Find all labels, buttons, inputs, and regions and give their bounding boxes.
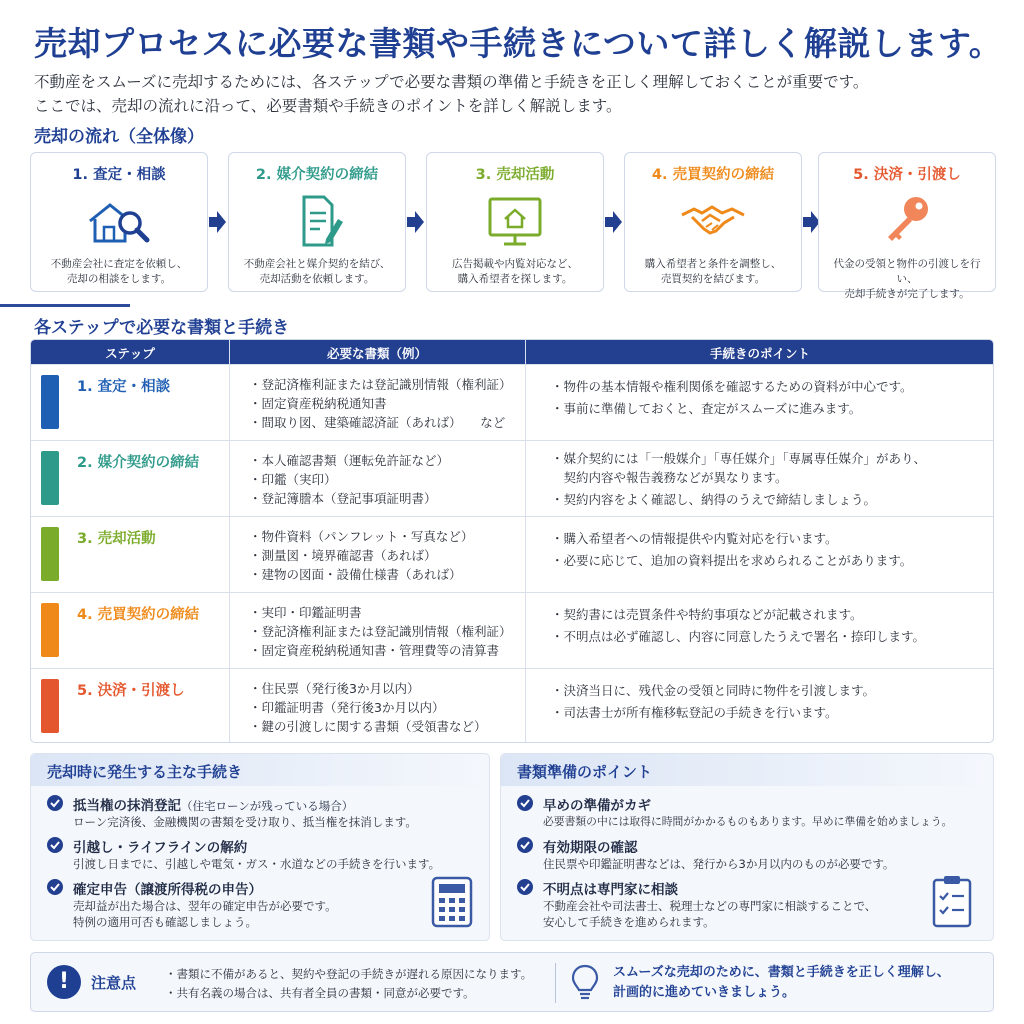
flow-card-desc — [825, 257, 989, 302]
clipboard-checklist-icon — [931, 874, 973, 928]
doc-item: ・登記済権利証または登記識別情報（権利証） — [249, 624, 512, 639]
documents-table — [30, 339, 994, 743]
caution-list — [165, 965, 532, 1003]
desc-line: 売却益が出た場合は、翌年の確定申告が必要です。 — [73, 899, 337, 913]
procedure-desc — [73, 814, 417, 830]
points-list — [551, 681, 875, 725]
exclamation-icon: ! — [47, 965, 81, 999]
step-color-icon — [41, 603, 59, 657]
point-item: ・事前に準備しておくと、査定がスムーズに進みます。 — [551, 401, 862, 416]
desc-line: 売却手続きが完了します。 — [844, 288, 970, 300]
point-item: ・司法書士が所有権移転登記の手続きを行います。 — [551, 705, 838, 720]
points-list — [551, 449, 926, 512]
points-list — [551, 377, 913, 421]
point-item: ・媒介契約には「一般媒介」「専任媒介」「専属専任媒介」があり、 — [551, 451, 927, 466]
calculator-icon — [431, 876, 473, 928]
point-item: ・不明点は必ず確認し、内容に同意したうえで署名・捺印します。 — [551, 629, 926, 644]
prep-desc — [543, 814, 952, 830]
caution-item: ・書類に不備があると、契約や登記の手続きが遅れる原因になります。 — [165, 967, 533, 981]
step-name: 2. 媒介契約の締結 — [77, 455, 200, 471]
doc-item: ・本人確認書類（運転免許証など） — [249, 453, 450, 468]
desc-line: 不動産会社と媒介契約を結び、 — [243, 258, 391, 270]
procedure-note: （住宅ローンが残っている場合） — [181, 799, 354, 813]
check-circle-icon — [517, 837, 533, 853]
table-row — [31, 668, 993, 743]
flow-card-3 — [426, 152, 604, 292]
procedures-box — [30, 753, 490, 941]
point-item: 契約内容や報告義務などが異なります。 — [551, 470, 788, 485]
doc-item: ・実印・印鑑証明書 — [249, 605, 362, 620]
handshake-icon — [678, 193, 748, 249]
flow-card-desc — [433, 257, 597, 287]
points-list — [551, 605, 925, 649]
procedure-title-text: 抵当権の抹消登記 — [73, 798, 181, 814]
desc-line: 必要書類の中には取得に時間がかかるものもあります。早めに準備を始めましょう。 — [543, 815, 953, 828]
prep-heading: 書類準備のポイント — [517, 763, 653, 781]
doc-item: ・間取り図、建築確認済証（あれば） など — [249, 415, 506, 430]
desc-line: 売買契約を結びます。 — [660, 273, 766, 285]
message-line: スムーズな売却のために、書類と手続きを正しく理解し、 — [613, 965, 950, 980]
page-title: 売却プロセスに必要な書類や手続きについて詳しく解説します。 — [34, 24, 1003, 63]
house-search-icon — [84, 193, 154, 249]
lightbulb-icon — [571, 963, 599, 1003]
point-item: ・契約内容をよく確認し、納得のうえで締結しましょう。 — [551, 492, 877, 507]
flow-card-2 — [228, 152, 406, 292]
table-row — [31, 364, 993, 440]
flow-arrow-icon — [603, 210, 623, 234]
docs-list — [249, 679, 487, 736]
desc-line: 購入希望者を探します。 — [457, 273, 573, 285]
doc-item: ・印鑑証明書（発行後3か月以内） — [249, 700, 445, 715]
step-color-icon — [41, 527, 59, 581]
doc-item: ・固定資産税納税通知書 — [249, 396, 387, 411]
doc-item: ・登記済権利証または登記識別情報（権利証） — [249, 377, 512, 392]
desc-line: 代金の受領と物件の引渡しを行い、 — [833, 258, 981, 285]
check-circle-icon — [517, 879, 533, 895]
step-color-icon — [41, 375, 59, 429]
prep-title: 有効期限の確認 — [543, 840, 638, 856]
prep-box — [500, 753, 994, 941]
procedures-heading: 売却時に発生する主な手続き — [47, 763, 243, 781]
table-header — [31, 340, 993, 364]
intro-text — [34, 70, 868, 118]
point-item: ・必要に応じて、追加の資料提出を求められることがあります。 — [551, 553, 913, 568]
doc-item: ・建物の図面・設備仕様書（あれば） — [249, 567, 462, 582]
doc-item: ・鍵の引渡しに関する書類（受領書など） — [249, 719, 487, 734]
doc-item: ・測量図・境界確認書（あれば） — [249, 548, 437, 563]
intro-line: 不動産をスムーズに売却するためには、各ステップで必要な書類の準備と手続きを正しく理解しておくことが重要です。 — [34, 73, 869, 91]
point-item: ・購入希望者への情報提供や内覧対応を行います。 — [551, 531, 838, 546]
desc-line: 広告掲載や内覧対応など、 — [452, 258, 578, 270]
flow-card-title: 2. 媒介契約の締結 — [255, 167, 379, 183]
desc-line: 引渡し日までに、引越しや電気・ガス・水道などの手続きを行います。 — [73, 857, 441, 871]
table-row — [31, 440, 993, 516]
flow-card-title: 4. 売買契約の締結 — [651, 167, 775, 183]
caution-label: 注意点 — [91, 974, 137, 992]
monitor-house-icon — [480, 193, 550, 249]
desc-line: 安心して手続きを進められます。 — [543, 915, 715, 929]
header-points: 手続きのポイント — [709, 346, 810, 361]
section-divider — [0, 304, 130, 307]
flow-card-1 — [30, 152, 208, 292]
caution-bar — [30, 952, 994, 1012]
desc-line: 売却活動を依頼します。 — [259, 273, 375, 285]
check-circle-icon — [517, 795, 533, 811]
header-docs: 必要な書類（例） — [326, 346, 427, 361]
flow-card-title: 1. 査定・相談 — [72, 167, 166, 183]
flow-card-5 — [818, 152, 996, 300]
flow-arrow-icon — [405, 210, 425, 234]
contract-pen-icon — [282, 193, 352, 249]
doc-item: ・物件資料（パンフレット・写真など） — [249, 529, 474, 544]
caution-item: ・共有名義の場合は、共有者全員の書類・同意が必要です。 — [165, 986, 475, 1000]
step-name: 1. 査定・相談 — [77, 379, 171, 395]
procedure-title: 引越し・ライフラインの解約 — [73, 840, 248, 856]
desc-line: 不動産会社に査定を依頼し、 — [50, 258, 188, 270]
prep-title: 早めの準備がカギ — [543, 798, 651, 814]
prep-title: 不明点は専門家に相談 — [543, 882, 678, 898]
step-name: 4. 売買契約の締結 — [77, 607, 200, 623]
table-heading: 各ステップで必要な書類と手続き — [34, 318, 290, 338]
flow-card-title: 3. 売却活動 — [475, 167, 555, 183]
prep-desc — [543, 856, 894, 872]
table-row — [31, 516, 993, 592]
check-circle-icon — [47, 837, 63, 853]
procedure-desc — [73, 856, 440, 872]
step-color-icon — [41, 451, 59, 505]
flow-card-title: 5. 決済・引渡し — [853, 167, 961, 183]
docs-list — [249, 451, 449, 508]
point-item: ・物件の基本情報や権利関係を確認するための資料が中心です。 — [551, 379, 913, 394]
procedure-desc — [73, 898, 337, 930]
message-line: 計画的に進めていきましょう。 — [613, 985, 796, 1000]
point-item: ・決済当日に、残代金の受領と同時に物件を引渡します。 — [551, 683, 876, 698]
key-icon — [872, 193, 942, 249]
docs-list — [249, 527, 473, 584]
doc-item: ・印鑑（実印） — [249, 472, 337, 487]
doc-item: ・固定資産税納税通知書・管理費等の清算書 — [249, 643, 500, 658]
prep-desc — [543, 898, 876, 930]
flow-card-desc — [37, 257, 201, 287]
desc-line: 不動産会社や司法書士、税理士などの専門家に相談することで、 — [543, 899, 877, 913]
flow-card-desc — [235, 257, 399, 287]
point-item: ・契約書には売買条件や特約事項などが記載されます。 — [551, 607, 863, 622]
docs-list — [249, 375, 512, 432]
flow-arrow-icon — [207, 210, 227, 234]
flow-card-desc — [631, 257, 795, 287]
desc-line: 住民票や印鑑証明書などは、発行から3か月以内のものが必要です。 — [543, 857, 895, 871]
flow-card-4 — [624, 152, 802, 292]
check-circle-icon — [47, 879, 63, 895]
desc-line: ローン完済後、金融機関の書類を受け取り、抵当権を抹消します。 — [73, 815, 417, 829]
header-step: ステップ — [105, 346, 155, 361]
table-row — [31, 592, 993, 668]
desc-line: 購入希望者と条件を調整し、 — [644, 258, 782, 270]
desc-line: 特例の適用可否も確認しましょう。 — [73, 915, 257, 929]
desc-line: 売却の相談をします。 — [66, 273, 172, 285]
doc-item: ・住民票（発行後3か月以内） — [249, 681, 420, 696]
step-color-icon — [41, 679, 59, 733]
check-circle-icon — [47, 795, 63, 811]
docs-list — [249, 603, 512, 660]
procedure-title: 確定申告（譲渡所得税の申告） — [73, 882, 262, 898]
doc-item: ・登記簿謄本（登記事項証明書） — [249, 491, 437, 506]
closing-message — [613, 963, 950, 1003]
procedure-title — [73, 794, 353, 814]
note-divider — [555, 963, 556, 1003]
flow-diagram — [30, 152, 996, 300]
flow-heading: 売却の流れ（全体像） — [34, 127, 204, 147]
points-list — [551, 529, 912, 573]
intro-line: ここでは、売却の流れに沿って、必要書類や手続きのポイントを詳しく解説します。 — [34, 97, 622, 115]
step-name: 5. 決済・引渡し — [77, 683, 185, 699]
step-name: 3. 売却活動 — [77, 531, 156, 547]
